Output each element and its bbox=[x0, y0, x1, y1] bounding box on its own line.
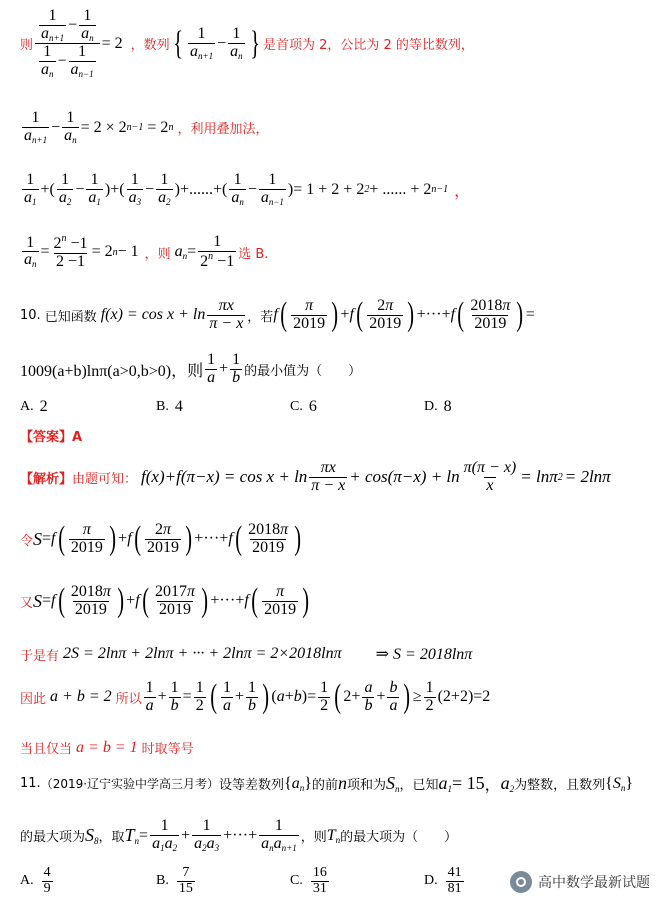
q10-option-b[interactable]: B. 4 bbox=[156, 398, 183, 415]
prev-line-2: $\frac{1}{a_{n+1}}$ − $\frac{1}{a_n}$ = 2 × 2 n−1 = 2 n ，利用叠加法， bbox=[24, 109, 269, 145]
sum-dots: + ...... + 2 bbox=[369, 180, 432, 198]
q10-fx: f(x) = cos x + ln bbox=[100, 306, 206, 324]
eq-rhs-pow: = 2 × 2 bbox=[80, 118, 127, 136]
q10-ruo: ，若 bbox=[247, 309, 274, 325]
an-minus1: − 1 bbox=[117, 243, 139, 261]
q10-yushi-line: 于是有 2S = 2lnπ + 2lnπ + ··· + 2lnπ = 2×2018lnπ ⇒ S = 2018lnπ bbox=[20, 645, 473, 664]
prev-line-1: 则 $\frac{1}{a_{n+1}}$ − $\frac{1}{a_n}$ $\frac{1}{a_n}$ − $\frac{1}{a_{n-1}}$ = 2 ，数列 { $\frac{1}{a_{n+1}}$ − $\frac{1}{a_n}$ } 是首项为 2，公比为 2 的等比数列， bbox=[20, 7, 474, 80]
q11-source: （2019·辽宁实验中学高三月考） bbox=[40, 777, 220, 791]
an-mid: = 2 bbox=[91, 243, 113, 261]
text-ze2: ，则 bbox=[144, 246, 171, 262]
q10-options bbox=[20, 398, 640, 418]
ratio-fraction: $\frac{1}{a_{n+1}}$ − $\frac{1}{a_n}$ $\frac{1}{a_n}$ − $\frac{1}{a_{n-1}}$ bbox=[35, 8, 100, 79]
sum-rhs: = 1 + 2 + 2 bbox=[293, 180, 365, 198]
q10-answer bbox=[20, 426, 82, 445]
prev-line-4: $\frac{1}{a_n}$ = $\frac{2^n -1}{2 -1}$ = 2 n − 1 ，则 $a_n$ = $\frac{1}{2^n -1}$ 选 B. bbox=[24, 233, 269, 270]
q10-option-c[interactable]: C. 6 bbox=[290, 398, 317, 415]
q11-number: 11. bbox=[20, 776, 41, 791]
text-comma-seq: ，数列 bbox=[130, 38, 170, 54]
q10-stem-a: 已知函数 bbox=[44, 309, 97, 325]
answer-label: 【答案】A bbox=[20, 430, 83, 445]
q11-option-d[interactable]: D. $\frac{41}{81}$ bbox=[424, 865, 462, 896]
q10-analysis-line1: 【解析】 由题可知： f(x)+f(π−x) = cos x + ln $\frac{\pi x}{\pi - x}$ + cos(π−x) + ln $\frac{\pi(\pi - x)}{x}$ = lnπ 2 = 2lnπ bbox=[20, 459, 611, 494]
text-xuan: 选 B. bbox=[238, 246, 269, 262]
analysis-intro: 由题可知： bbox=[72, 471, 138, 487]
analysis-label: 【解析】 bbox=[20, 471, 73, 487]
q10-option-a[interactable]: A. 2 bbox=[20, 398, 48, 415]
q10-line2-b: 的最小值为（ ） bbox=[244, 363, 362, 379]
q10-yinci-line: 因此 a + b = 2 所以 $\frac{1}{a}$ + $\frac{1}{b}$ = $\frac{1}{2}$ ( $\frac{1}{a}$ + $\frac{1}{b}$ ) ( a + b )= $\frac{1}{2}$ ( 2+ $\frac{a}{b}$ + $\frac{b}{a}$ ) ≥ $\frac{1}{2}$ (2+2)=2 bbox=[20, 678, 491, 716]
text-geo: 是首项为 2，公比为 2 的等比数列， bbox=[262, 38, 474, 54]
q10-number: 10. bbox=[20, 307, 41, 323]
sum-tail: ， bbox=[454, 183, 471, 201]
q10-stem-line1: 10. 已知函数 f(x) = cos x + ln $\frac{\pi x}{\pi - x}$ ，若 f ( $\frac{\pi}{2019}$ ) + f ( $\frac{2\pi}{2019}$ ) +···+ f ( $\frac{2018\pi}{2019}$ ) = bbox=[20, 296, 535, 334]
eq-2n: = 2 bbox=[147, 118, 169, 136]
wechat-icon bbox=[510, 871, 532, 893]
q10-ling-line: 令 S = f ( $\frac{\pi}{2019}$ ) + f ( $\frac{2\pi}{2019}$ ) +···+ f ( $\frac{2018\pi}{2019}$ ) bbox=[20, 520, 302, 558]
q11-option-b[interactable]: B. $\frac{7}{15}$ bbox=[156, 865, 193, 896]
q11-option-a[interactable]: A. $\frac{4}{9}$ bbox=[20, 865, 51, 896]
q10-you-line: 又 S = f ( $\frac{2018\pi}{2019}$ ) + f ( $\frac{2017\pi}{2019}$ ) +···+ f ( $\frac{\pi}{2019}$ ) bbox=[20, 582, 310, 620]
text-stack: ，利用叠加法， bbox=[177, 122, 269, 138]
watermark-text: 高中数学最新试题 bbox=[538, 875, 650, 891]
q10-line2-a: 1009(a+b)lnπ(a>0,b>0)，则 bbox=[20, 362, 204, 380]
q10-dangjin-line: 当且仅当 a = b = 1 时取等号 bbox=[20, 738, 194, 757]
text-ze: 则 bbox=[20, 38, 34, 54]
eq-2: = 2 bbox=[101, 34, 123, 52]
prev-line-3: $\frac{1}{a_1}$ +( $\frac{1}{a_2}$ − $\frac{1}{a_1}$ )+( $\frac{1}{a_3}$ − $\frac{1}{a_2}$ )+......+( $\frac{1}{a_n}$ − $\frac{1}{a_{n-1}}$ ) = 1 + 2 + 2 2 + ...... + 2 n−1 ， bbox=[24, 171, 471, 207]
q10-option-d[interactable]: D. 8 bbox=[424, 398, 452, 415]
q11-stem-line2: 的最大项为 $S_8$ ，取 $T_n$ = $\frac{1}{a_1a_2}$ + $\frac{1}{a_2a_3}$ +···+ $\frac{1}{a_na_{n+1}}$ ，则 $T_n$ 的最大项为（ ） bbox=[20, 817, 458, 853]
q11-option-c[interactable]: C. $\frac{16}{31}$ bbox=[290, 865, 327, 896]
q11-stem-line1: 11. （2019·辽宁实验中学高三月考） 设等差数列 $\{a_n\}$ 的前 n 项和为 $S_n$ ，已知 $a_1$ = 15 ， $a_2$ 为整数，且数列 $\{S_n\}$ bbox=[20, 773, 634, 794]
watermark bbox=[510, 871, 650, 893]
q10-stem-line2: 1009(a+b)lnπ(a>0,b>0)，则 $\frac{1}{a}$ + $\frac{1}{b}$ 的最小值为（ ） bbox=[20, 351, 362, 386]
